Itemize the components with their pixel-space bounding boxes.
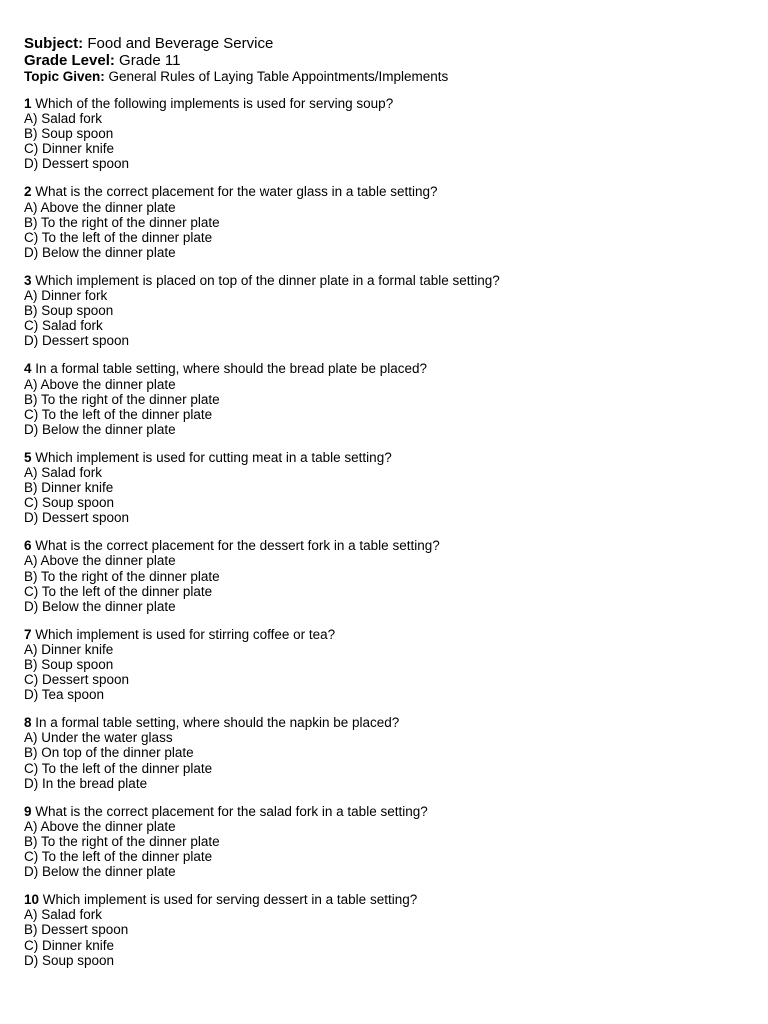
option-a: A) Dinner fork: [24, 288, 108, 304]
question-1: [24, 96, 744, 171]
option-d: D) Soup spoon: [24, 952, 115, 968]
option-b: B) To the right of the dinner plate: [24, 214, 220, 230]
option-b: B) On top of the dinner plate: [24, 745, 194, 761]
question-number: 3: [24, 272, 32, 288]
option-a: A) Salad fork: [24, 464, 103, 480]
question-text: Which implement is used for stirring coffee or tea?: [35, 626, 336, 642]
option-d: D) In the bread plate: [24, 775, 148, 791]
worksheet-header: [24, 36, 744, 85]
option-b: B) Dessert spoon: [24, 922, 129, 938]
option-d: D) Tea spoon: [24, 687, 105, 703]
option-a: A) Above the dinner plate: [24, 376, 176, 392]
option-b: B) Dinner knife: [24, 480, 114, 496]
question-text: In a formal table setting, where should the napkin be placed?: [35, 715, 400, 731]
option-d: D) Dessert spoon: [24, 156, 130, 172]
question-text: Which implement is used for cutting meat in a table setting?: [35, 449, 392, 465]
question-4: [24, 361, 744, 436]
question-text-line: [24, 715, 744, 730]
option-d: D) Below the dinner plate: [24, 421, 176, 437]
question-text: Which of the following implements is used for serving soup?: [35, 96, 394, 111]
question-number: 9: [24, 803, 32, 819]
option-c: C) To the left of the dinner plate: [24, 760, 213, 776]
option-c: C) To the left of the dinner plate: [24, 406, 213, 422]
grade-label: Grade Level:: [24, 51, 115, 69]
question-text: Which implement is placed on top of the dinner plate in a formal table setting?: [35, 272, 500, 288]
question-6: [24, 538, 744, 613]
option-d: D) Below the dinner plate: [24, 598, 176, 614]
question-number: 7: [24, 626, 32, 642]
question-10: [24, 892, 744, 967]
option-b: B) To the right of the dinner plate: [24, 568, 220, 584]
question-text: What is the correct placement for the salad fork in a table setting?: [35, 803, 428, 819]
option-c: C) To the left of the dinner plate: [24, 849, 213, 865]
subject-line: [24, 36, 744, 53]
question-list: [24, 96, 744, 968]
question-number: 4: [24, 361, 32, 377]
question-8: [24, 715, 744, 790]
question-text-line: [24, 538, 744, 553]
option-a: A) Above the dinner plate: [24, 818, 176, 834]
grade-value: Grade 11: [119, 51, 181, 69]
question-text-line: [24, 804, 744, 819]
question-5: [24, 450, 744, 525]
question-3: [24, 273, 744, 348]
question-number: 10: [24, 892, 40, 908]
option-d: D) Dessert spoon: [24, 333, 130, 349]
option-a: A) Above the dinner plate: [24, 553, 176, 569]
option-b: B) Soup spoon: [24, 657, 114, 672]
question-text-line: [24, 184, 744, 199]
question-text: In a formal table setting, where should the bread plate be placed?: [35, 361, 428, 377]
option-d: D) Dessert spoon: [24, 510, 130, 526]
option-a: A) Above the dinner plate: [24, 199, 176, 215]
option-b: B) To the right of the dinner plate: [24, 391, 220, 407]
question-text-line: [24, 892, 744, 907]
grade-line: [24, 53, 744, 70]
option-a: A) Under the water glass: [24, 730, 173, 746]
option-d: D) Below the dinner plate: [24, 864, 176, 880]
question-text-line: [24, 450, 744, 465]
option-b: B) To the right of the dinner plate: [24, 833, 220, 849]
option-b: B) Soup spoon: [24, 126, 114, 142]
option-c: C) To the left of the dinner plate: [24, 583, 213, 599]
question-text: What is the correct placement for the water glass in a table setting?: [35, 184, 438, 200]
question-number: 6: [24, 538, 32, 554]
question-text-line: [24, 273, 744, 288]
option-c: C) Salad fork: [24, 318, 103, 334]
option-c: C) Dessert spoon: [24, 672, 130, 688]
question-number: 2: [24, 184, 32, 200]
worksheet-page: [24, 36, 744, 981]
subject-value: Food and Beverage Service: [87, 35, 274, 52]
option-a: A) Salad fork: [24, 111, 103, 127]
topic-line: [24, 69, 744, 85]
option-d: D) Below the dinner plate: [24, 244, 176, 260]
question-9: [24, 804, 744, 879]
topic-label: Topic Given:: [24, 69, 105, 84]
option-c: C) Soup spoon: [24, 495, 115, 511]
topic-value: General Rules of Laying Table Appointments/Implements: [108, 69, 449, 84]
question-number: 5: [24, 449, 32, 465]
question-2: [24, 184, 744, 259]
option-c: C) Dinner knife: [24, 141, 115, 157]
option-a: A) Dinner knife: [24, 641, 114, 657]
option-c: C) To the left of the dinner plate: [24, 229, 213, 245]
question-text-line: [24, 361, 744, 376]
question-text: Which implement is used for serving dessert in a table setting?: [42, 892, 418, 908]
question-text-line: [24, 96, 744, 111]
option-a: A) Salad fork: [24, 907, 103, 923]
option-b: B) Soup spoon: [24, 303, 114, 319]
subject-label: Subject:: [24, 35, 84, 52]
question-number: 8: [24, 715, 32, 731]
question-7: [24, 627, 744, 702]
question-number: 1: [24, 96, 32, 111]
option-c: C) Dinner knife: [24, 937, 115, 953]
question-text-line: [24, 627, 744, 642]
question-text: What is the correct placement for the dessert fork in a table setting?: [35, 538, 440, 554]
